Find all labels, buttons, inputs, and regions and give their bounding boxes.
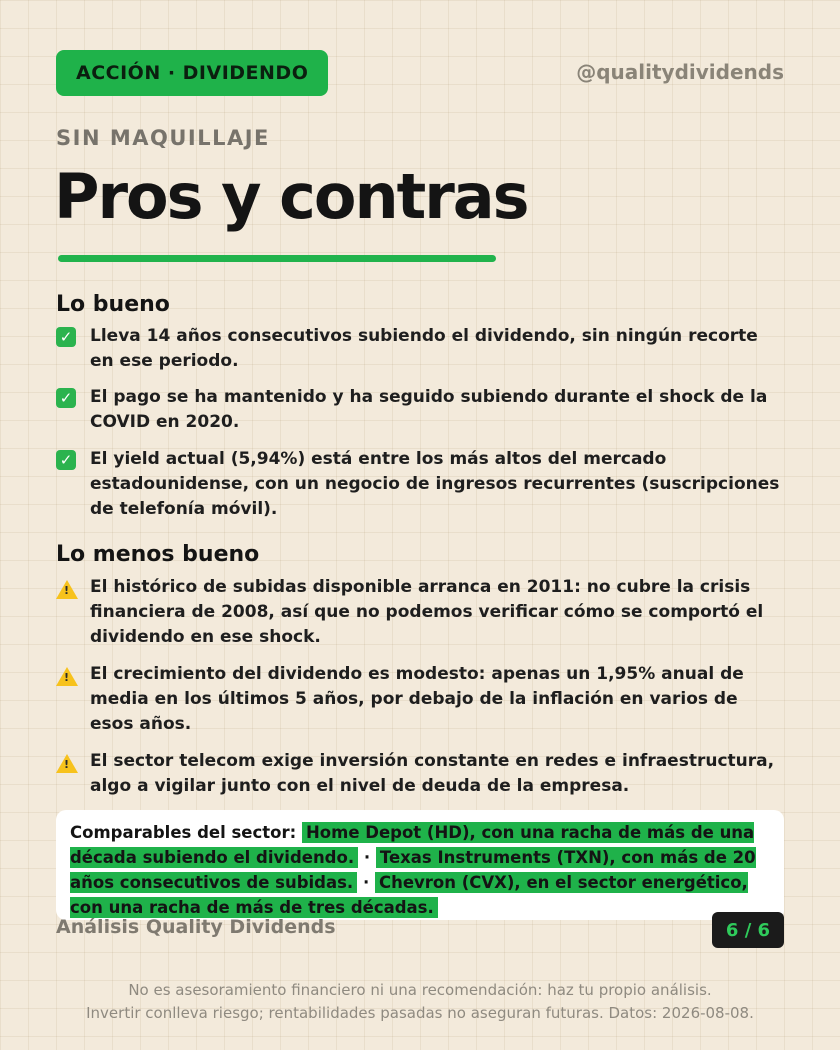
comparable-separator: · [363,848,371,867]
good-item [56,447,786,522]
warning-icon: ! [56,580,78,599]
good-item-text: El pago se ha mantenido y ha seguido subiendo durante el shock de la COVID en 2020. [90,387,768,432]
check-icon: ✓ [56,327,76,347]
author-handle: @qualitydividends [576,60,784,84]
disclaimer-line-2: Invertir conlleva riesgo; rentabilidades pasadas no aseguran futuras. Datos: 2026-08-08. [86,1004,754,1022]
check-icon: ✓ [56,450,76,470]
warning-icon: ! [56,667,78,686]
comparable-item: Chevron (CVX), en el sector energético, con una racha de más de tres décadas. [70,873,748,917]
check-icon: ✓ [56,388,76,408]
good-item [56,385,786,435]
bad-item-text: El crecimiento del dividendo es modesto: apenas un 1,95% anual de media en los últimos 5 años, por debajo de la inflación en varios de esos años. [90,664,744,734]
bad-heading: Lo menos bueno [56,542,260,567]
comparables-label: Comparables del sector: [70,823,297,842]
title-underline [58,255,496,262]
disclaimer-line-1: No es asesoramiento financiero ni una recomendación: haz tu propio análisis. [128,981,712,999]
footer-brand: Análisis Quality Dividends [56,916,336,938]
good-item [56,324,786,374]
bad-item [56,575,786,650]
bad-item-text: El sector telecom exige inversión constante en redes e infraestructura, algo a vigilar junto con el nivel de deuda de la empresa. [90,751,775,796]
comparables-box [56,810,784,920]
comparable-item: Texas Instruments (TXN), con más de 20 años consecutivos de subidas. [70,848,756,892]
bad-item [56,749,786,799]
page-title: Pros y contras [54,160,528,233]
comparable-item: Home Depot (HD), con una racha de más de una década subiendo el dividendo. [70,823,755,867]
comparable-separator: · [362,873,370,892]
category-badge: ACCIÓN · DIVIDENDO [56,50,328,96]
bad-item [56,662,786,737]
kicker-text: SIN MAQUILLAJE [56,126,270,150]
good-item-text: Lleva 14 años consecutivos subiendo el dividendo, sin ningún recorte en ese periodo. [90,326,758,371]
good-heading: Lo bueno [56,292,170,317]
page-indicator: 6 / 6 [712,912,784,948]
good-item-text: El yield actual (5,94%) está entre los más altos del mercado estadounidense, con un negocio de ingresos recurrentes (suscripciones de telefonía móvil). [90,449,780,519]
warning-icon: ! [56,754,78,773]
bad-item-text: El histórico de subidas disponible arranca en 2011: no cubre la crisis financiera de 2008, así que no podemos verificar cómo se comportó el dividendo en ese shock. [90,577,764,647]
